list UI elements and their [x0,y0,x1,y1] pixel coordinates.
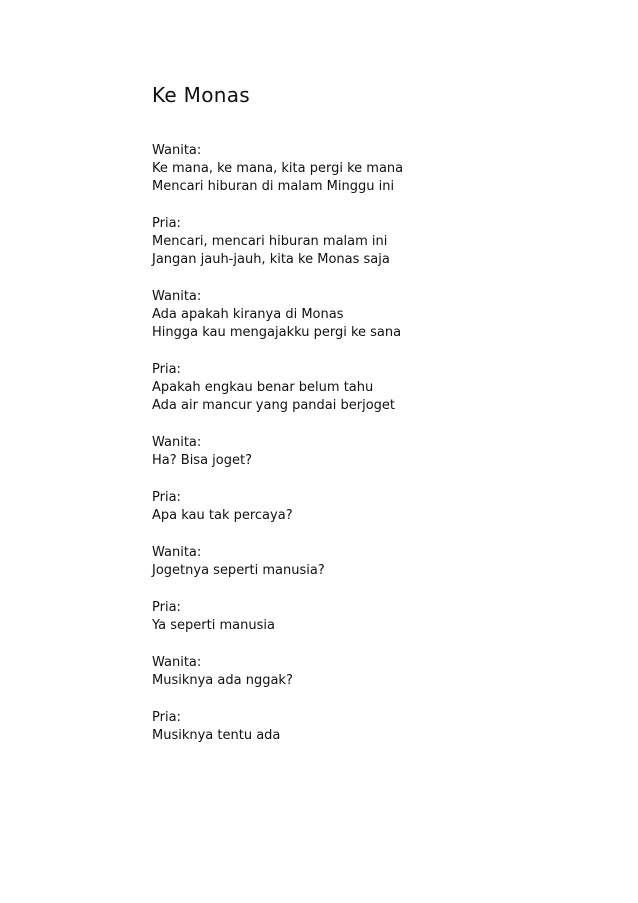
verse-block [152,288,572,342]
speaker-label: Wanita: [152,435,202,450]
lyric-line: Ada air mancur yang pandai berjoget [152,398,396,413]
verse-block [152,709,572,745]
speaker-label: Wanita: [152,143,202,158]
lyric-line: Musiknya tentu ada [152,728,281,743]
verse-block [152,544,572,580]
verse-block [152,654,572,690]
speaker-label: Pria: [152,710,181,725]
lyric-line: Mencari, mencari hiburan malam ini [152,234,388,249]
lyric-line: Ha? Bisa joget? [152,453,252,468]
lyric-line: Ada apakah kiranya di Monas [152,307,344,322]
verse-block [152,361,572,415]
speaker-label: Pria: [152,216,181,231]
verse-block [152,434,572,470]
verse-block [152,142,572,196]
lyric-line: Mencari hiburan di malam Minggu ini [152,179,395,194]
lyric-line: Musiknya ada nggak? [152,673,293,688]
song-title: Ke Monas [152,83,251,107]
speaker-label: Wanita: [152,655,202,670]
lyrics-body [152,142,572,764]
lyric-line: Apa kau tak percaya? [152,508,293,523]
speaker-label: Wanita: [152,289,202,304]
speaker-label: Wanita: [152,545,202,560]
speaker-label: Pria: [152,600,181,615]
lyric-line: Ya seperti manusia [152,618,275,633]
speaker-label: Pria: [152,490,181,505]
lyric-line: Apakah engkau benar belum tahu [152,380,374,395]
lyric-line: Hingga kau mengajakku pergi ke sana [152,325,402,340]
verse-block [152,215,572,269]
lyric-line: Ke mana, ke mana, kita pergi ke mana [152,161,404,176]
lyric-line: Jogetnya seperti manusia? [152,563,325,578]
speaker-label: Pria: [152,362,181,377]
verse-block [152,489,572,525]
verse-block [152,599,572,635]
lyric-line: Jangan jauh-jauh, kita ke Monas saja [152,252,390,267]
